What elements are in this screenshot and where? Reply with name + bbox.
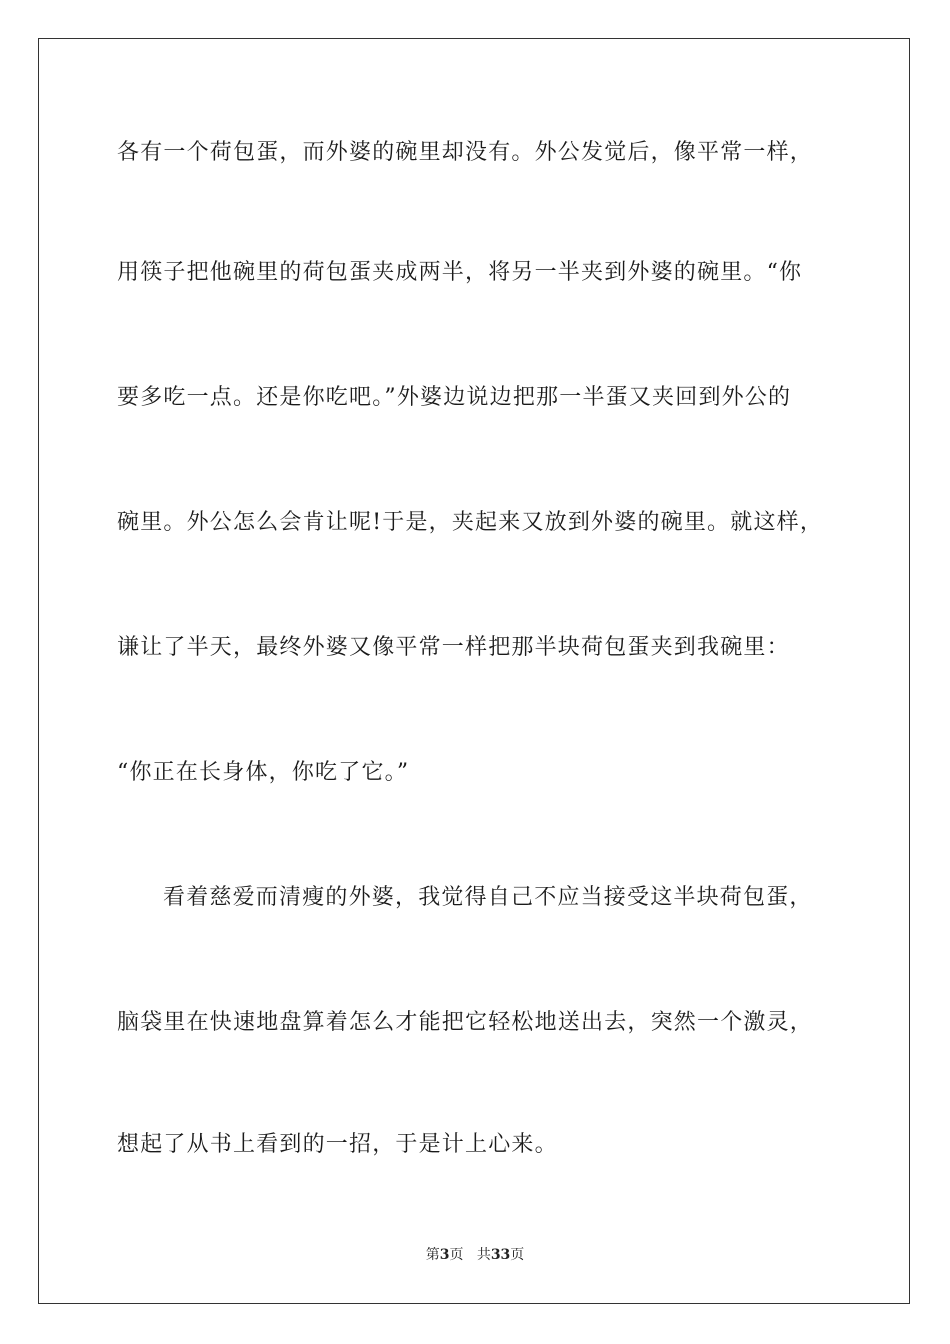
paragraph-line: 碗里。外公怎么会肯让呢!于是，夹起来又放到外婆的碗里。就这样， — [117, 510, 824, 535]
paragraph-line: 用筷子把他碗里的荷包蛋夹成两半，将另一半夹到外婆的碗里。“你 — [117, 260, 803, 285]
paragraph-line: 各有一个荷包蛋，而外婆的碗里却没有。外公发觉后，像平常一样， — [117, 140, 814, 165]
total-pages: 33 — [490, 1247, 511, 1263]
total-unit: 页 — [510, 1247, 525, 1263]
page-number: 3 — [439, 1247, 450, 1263]
paragraph-line: 要多吃一点。还是你吃吧。”外婆边说边把那一半蛋又夹回到外公的 — [117, 385, 792, 410]
paragraph-line: 脑袋里在快速地盘算着怎么才能把它轻松地送出去，突然一个激灵， — [117, 1010, 814, 1035]
paragraph-line: 想起了从书上看到的一招，于是计上心来。 — [117, 1132, 558, 1157]
page-unit: 页 — [449, 1247, 464, 1263]
paragraph-line: “你正在长身体，你吃了它。” — [117, 760, 410, 785]
total-label: 共 — [476, 1247, 491, 1263]
paragraph-line: 谦让了半天，最终外婆又像平常一样把那半块荷包蛋夹到我碗里： — [117, 635, 790, 660]
page-footer — [0, 1246, 950, 1264]
page-border — [38, 38, 910, 1304]
paragraph-line: 看着慈爱而清瘦的外婆，我觉得自己不应当接受这半块荷包蛋， — [163, 885, 813, 910]
page-label: 第 — [425, 1247, 440, 1263]
